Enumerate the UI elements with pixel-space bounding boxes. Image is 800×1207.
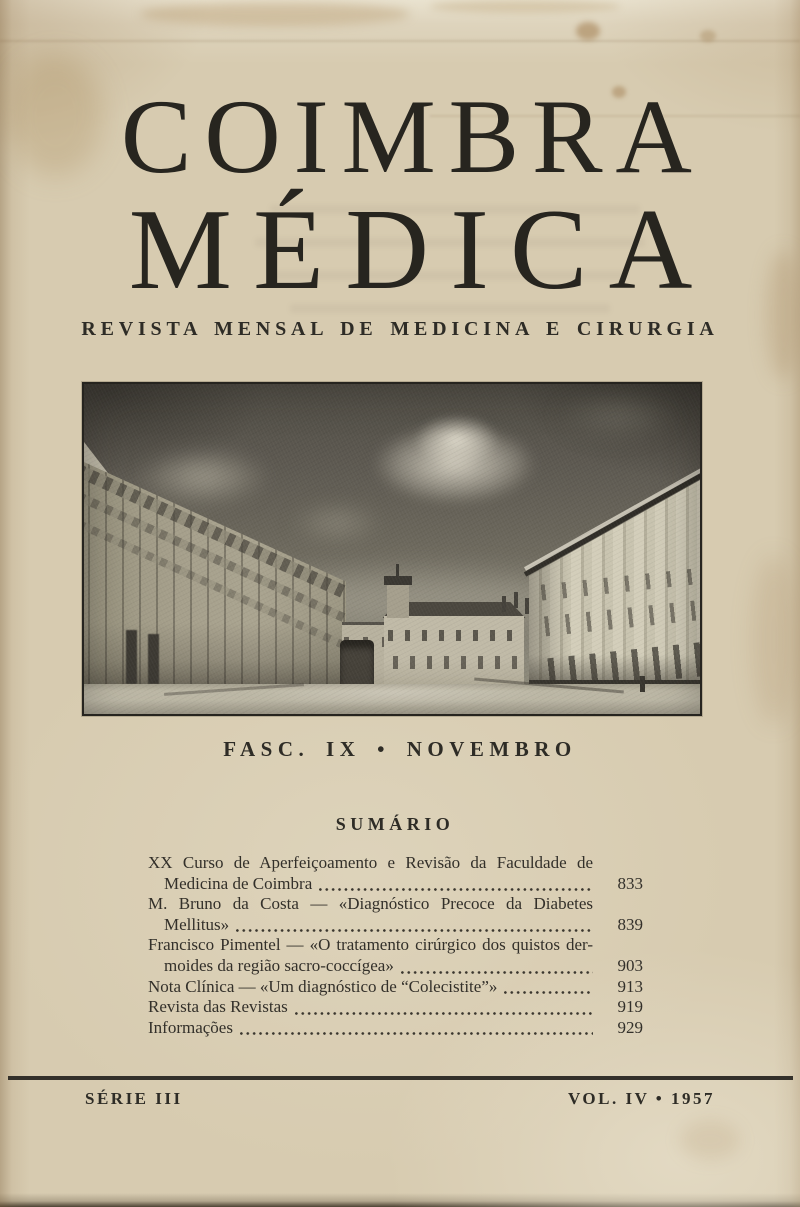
toc-leader-dots <box>295 1012 593 1015</box>
toc-entry-text: Mellitus» <box>164 914 230 934</box>
toc-page-number: 913 <box>617 976 643 996</box>
toc-entry <box>148 894 643 935</box>
cover-photo-scene <box>84 384 700 714</box>
foxing-spot <box>576 22 600 40</box>
toc-entry <box>148 935 643 976</box>
footer-rule <box>8 1076 793 1080</box>
toc-page-number: 919 <box>617 997 643 1017</box>
toc-entry <box>148 977 643 998</box>
magazine-title-line2: MÉDICA <box>128 186 714 314</box>
toc-heading: SUMÁRIO <box>335 814 455 834</box>
paper-stain <box>140 2 410 26</box>
toc-entry <box>148 997 643 1018</box>
toc-entry-text: Nota Clínica — «Um diagnóstico de “Colecistite”» <box>148 976 498 996</box>
photo-vignette <box>84 384 700 714</box>
toc-entry-text: moides da região sacro-coccígea» <box>164 955 394 975</box>
magazine-title-line1: COIMBRA <box>120 78 705 195</box>
toc-page-number: 839 <box>617 914 643 934</box>
magazine-subtitle: REVISTA MENSAL DE MEDICINA E CIRURGIA <box>81 318 719 340</box>
toc-entry-text: Medicina de Coimbra <box>164 873 313 893</box>
toc-entry-text: Revista das Revistas <box>148 997 288 1017</box>
table-of-contents <box>148 853 643 1038</box>
toc-page-number: 903 <box>617 955 643 975</box>
paper-crease <box>0 40 800 42</box>
toc-entry-text: Informações <box>148 1017 233 1037</box>
volume-year-label: VOL. IV • 1957 <box>567 1089 715 1108</box>
foxing-spot <box>700 30 716 42</box>
toc-entry <box>148 853 643 894</box>
toc-leader-dots <box>240 1032 593 1035</box>
footer <box>85 1089 715 1109</box>
series-label: SÉRIE III <box>85 1089 183 1108</box>
paper-stain <box>680 1120 740 1160</box>
toc-entry <box>148 1018 643 1039</box>
issue-line: FASC. IX • NOVEMBRO <box>223 737 577 761</box>
toc-page-number: 929 <box>617 1017 643 1037</box>
toc-entry-text: XX Curso de Aperfeiçoamento e Revisão da Faculdade de <box>148 853 593 872</box>
toc-leader-dots <box>236 929 593 932</box>
toc-leader-dots <box>401 971 593 974</box>
paper-stain <box>752 555 796 725</box>
toc-page-number: 833 <box>617 873 643 893</box>
toc-leader-dots <box>319 888 593 891</box>
toc-entry-text: Francisco Pimentel — «O tratamento cirúrgico dos quistos der- <box>148 935 593 955</box>
cover-photo <box>82 382 702 716</box>
toc-entry-text: M. Bruno da Costa — «Diagnóstico Precoce da Diabetes <box>148 894 593 914</box>
toc-leader-dots <box>504 991 593 994</box>
paper-stain <box>430 0 620 13</box>
